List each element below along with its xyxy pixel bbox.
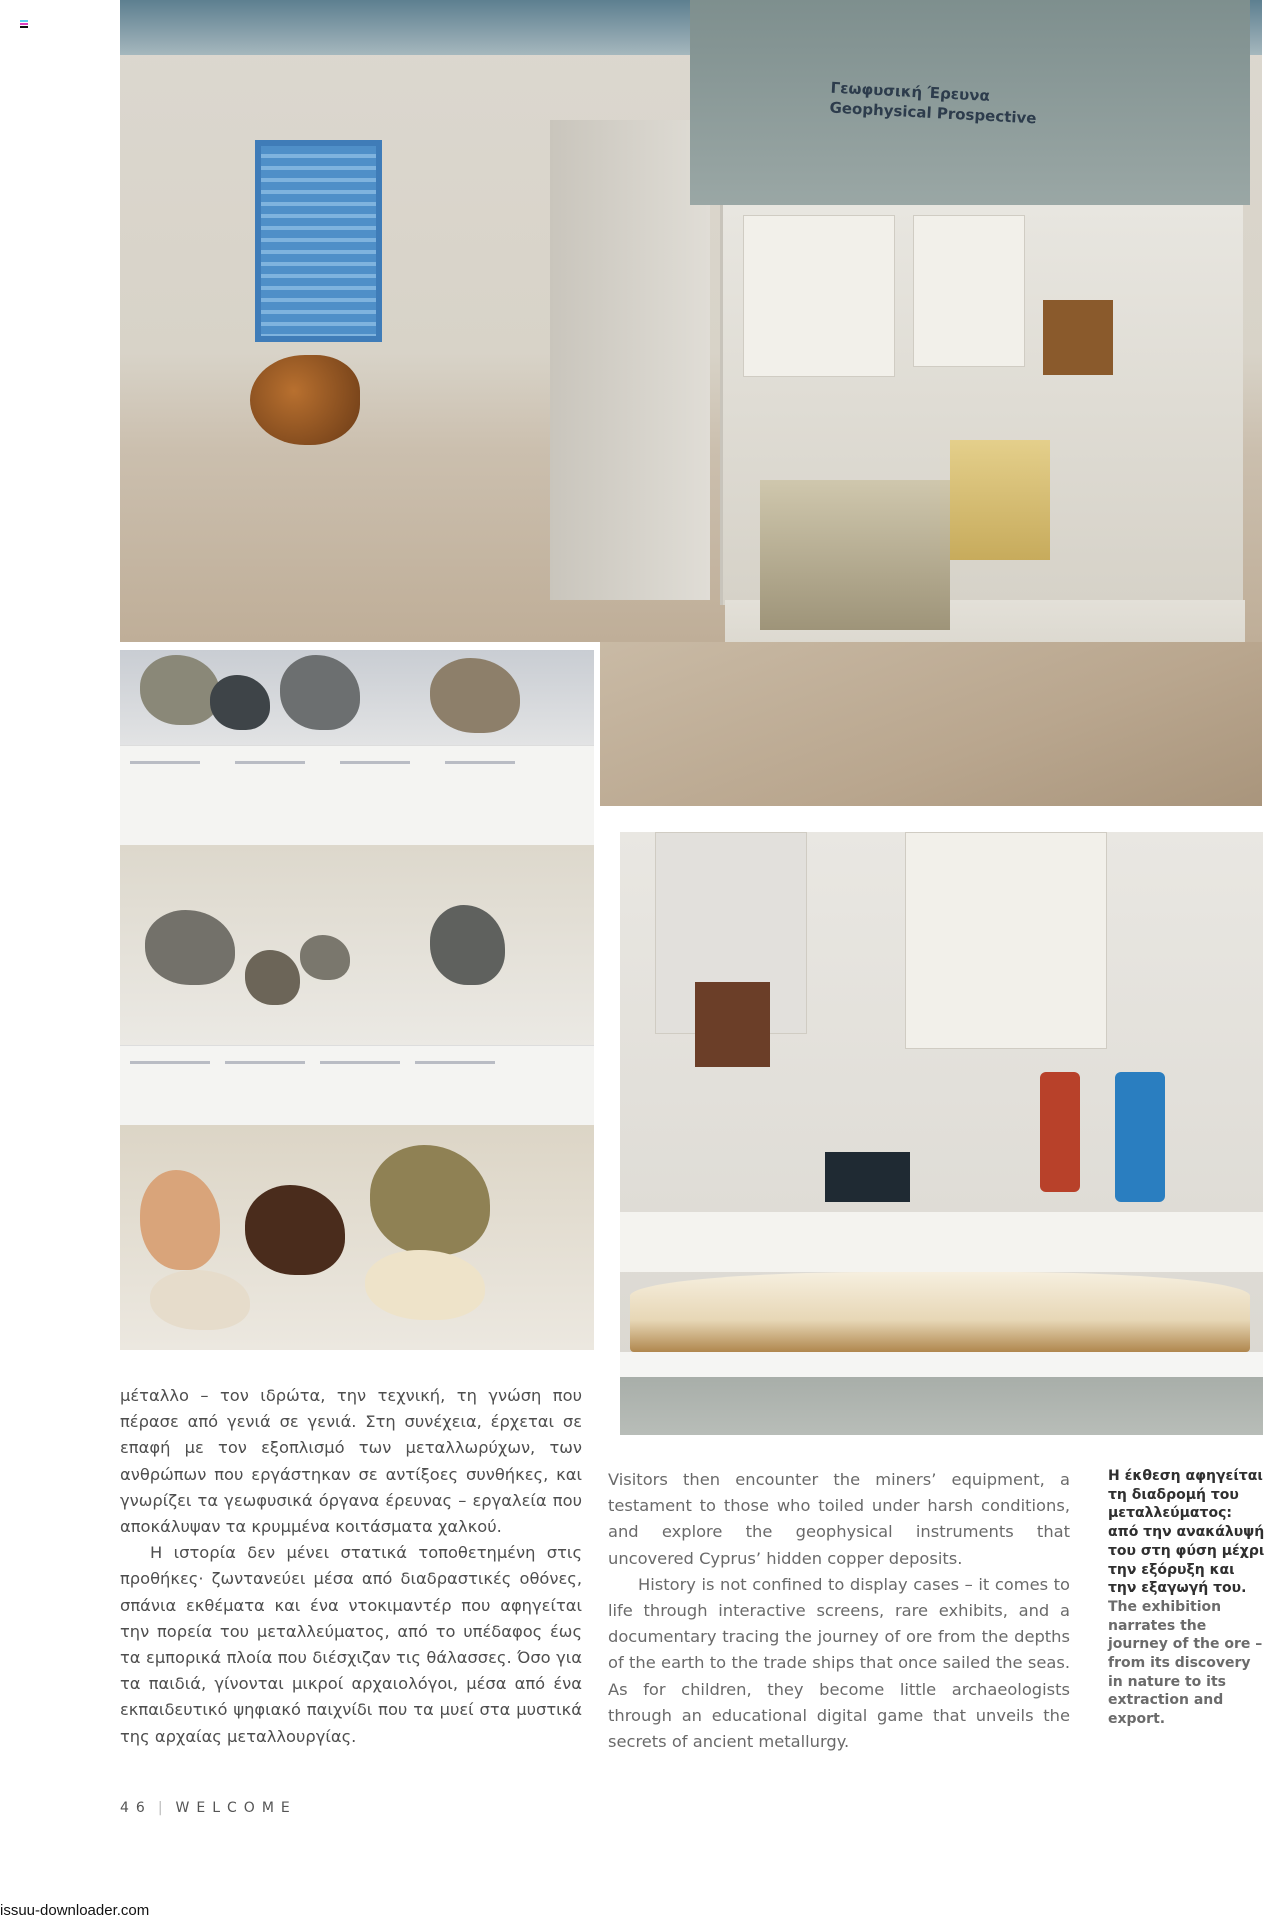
english-paragraph: Visitors then encounter the miners’ equipment, a testament to those who toiled under harsh conditions, and explore the geophysical instruments that uncovered Cyprus’ hidden copper deposits. (608, 1470, 1070, 1568)
info-panel (905, 832, 1107, 1049)
wall-telephone (695, 982, 770, 1067)
greek-paragraph: μέταλλο – τον ιδρώτα, την τεχνική, τη γνώση που πέρασε από γενιά σε γενιά. Στη συνέχεια, έρχεται σε επαφή με τον εξοπλισμό των μεταλλωρύχων, των ανθρώπων που εργάστηκαν σε αντίξοες συνθήκες, και γνωρίζει τα γεωφυσικά όργανα έρευνας – εργαλεία που αποκάλυψαν τα κρυμμένα κοιτάσματα χαλκού. (120, 1386, 582, 1537)
photo-panel (913, 215, 1025, 367)
page-footer (120, 1800, 297, 1816)
geophysical-instrument (950, 440, 1050, 560)
info-panel (743, 215, 895, 377)
sign-greek: Γεωφυσική Έρευνα (830, 78, 991, 105)
label-strip (120, 745, 594, 846)
photo-mineral-samples (120, 650, 594, 1350)
lunch-tin-red (1040, 1072, 1080, 1192)
photo-large-ore (250, 355, 360, 445)
label-strip (120, 1045, 594, 1126)
footer-separator: | (157, 1800, 170, 1816)
instrument (1043, 300, 1113, 375)
pull-quote (1108, 1467, 1266, 1729)
sign-english: Geophysical Prospective (829, 98, 1037, 128)
english-paragraph: History is not confined to display cases – it comes to life through interactive screens, rare exhibits, and a documentary tracing the journey of ore from the depths of the earth to the trade ships that once sailed the seas. As for children, they become little archaeologists through an educational digital game that unveils the secrets of ancient metallurgy. (608, 1574, 1070, 1752)
geophysical-instrument (760, 480, 950, 630)
article-greek-column (120, 1383, 582, 1750)
photo-window (255, 140, 382, 342)
pull-quote-greek: Η έκθεση αφηγείται τη διαδρομή του μεταλλεύματος: από την ανακάλυψή του στη φύση μέχρι την εξόρυξη και την εξαγωγή του. (1108, 1468, 1265, 1597)
photo-miners-equipment (620, 832, 1263, 1435)
watermark: issuu-downloader.com (0, 1902, 150, 1919)
photo-wall (550, 120, 710, 600)
case-base (620, 1352, 1263, 1435)
miner-lamps (825, 1152, 910, 1202)
photo-museum-hall (120, 0, 1262, 642)
open-ledger-book (630, 1272, 1250, 1352)
pull-quote-english: The exhibition narrates the journey of the ore – from its discovery in nature to its extraction and export. (1108, 1598, 1263, 1728)
greek-paragraph: Η ιστορία δεν μένει στατικά τοποθετημένη στις προθήκες· ζωντανεύει μέσα από διαδραστικές οθόνες, σπάνια εκθέματα και ένα ντοκιμαντέρ που αφηγείται την πορεία του μεταλλεύματος, από το υπέδαφος έως τα εμπορικά πλοία που διέσχιζαν τις θάλασσες. Όσο για τα παιδιά, γίνονται μικροί αρχαιολόγοι, μέσα από ένα εκπαιδευτικό ψηφιακό παιχνίδι που τα μυεί στα μυστικά της αρχαίας μεταλλουργίας. (120, 1543, 582, 1746)
shelf (620, 1212, 1263, 1272)
page-number: 46 (120, 1800, 152, 1816)
lunch-tin-blue (1115, 1072, 1165, 1202)
article-english-column (608, 1467, 1070, 1755)
section-name: WELCOME (175, 1800, 297, 1816)
photo-museum-floor (600, 642, 1262, 806)
color-swatch-icon (20, 20, 28, 29)
